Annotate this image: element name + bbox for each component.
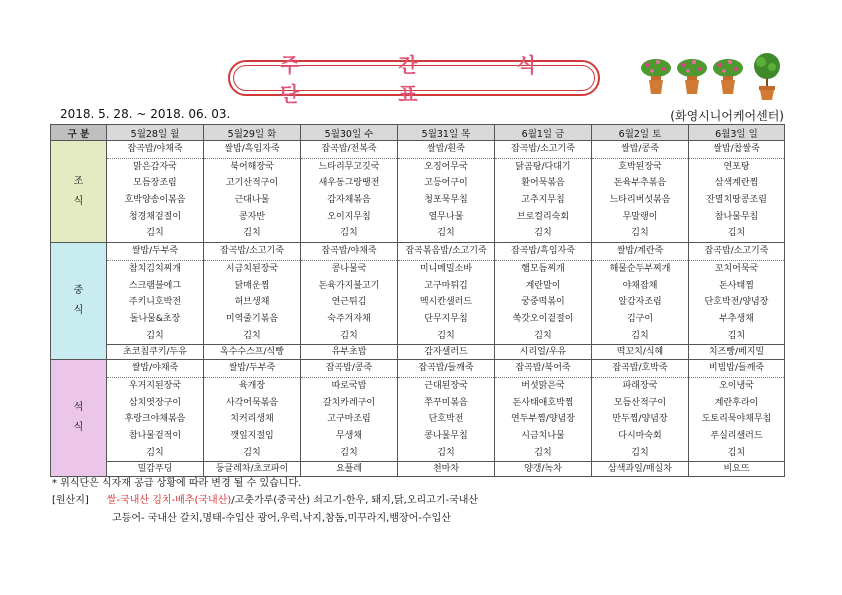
menu-item: 호박양송이볶음: [124, 195, 186, 206]
menu-item: 푸실리샐러드: [710, 431, 763, 441]
menu-item: 닭곰탕/다대기: [515, 161, 571, 172]
menu-item: 단호박전: [428, 414, 464, 425]
day-menu-cell: [107, 243, 204, 345]
meal-category-label: 식: [73, 422, 84, 434]
menu-item: 김치: [727, 228, 746, 239]
origin-label: [원산지]: [52, 495, 89, 506]
day-menu-cell: [398, 141, 495, 243]
snack-cell: 떡꼬치/식혜: [592, 345, 689, 360]
menu-main-dish: 잡곡밥/소고기죽: [495, 141, 591, 159]
menu-item: 닭매운찜: [234, 280, 270, 291]
menu-item: 햄모듬찌개: [521, 263, 565, 274]
meal-category-label: 석: [73, 402, 84, 414]
origin-line-2: [112, 509, 451, 524]
menu-item: 느타리무고깃국: [318, 161, 380, 172]
menu-item: 해물순두부찌개: [609, 263, 671, 274]
tree-plant-icon: [754, 53, 780, 100]
menu-item: 삼색계란찜: [714, 178, 759, 189]
menu-item: 김치: [437, 330, 455, 341]
menu-item: 깻잎지절임: [230, 431, 274, 441]
menu-change-note: * 위식단은 식자재 공급 상황에 따라 변경 될 수 있습니다.: [52, 478, 302, 489]
menu-item: 우거지된장국: [128, 380, 182, 391]
menu-item: 돈육부추볶음: [613, 178, 667, 189]
menu-item: 허브생채: [234, 297, 270, 308]
header-day: 6월2일 토: [592, 125, 689, 141]
menu-item: 참치김치찌개: [128, 263, 182, 274]
meal-category-label: 식: [73, 195, 84, 207]
menu-item: 주키니호박전: [128, 297, 182, 308]
meal-category-label: 조: [73, 175, 84, 187]
menu-item: 맑은감자국: [133, 161, 177, 172]
menu-main-dish: 쌀밥/흰죽: [398, 141, 494, 159]
menu-item: 파래장국: [622, 380, 658, 391]
menu-item: 단무지무침: [424, 313, 468, 324]
menu-item: 모듬산적구이: [613, 397, 667, 408]
menu-item: 쑥갓오이겉절이: [512, 313, 574, 324]
day-menu-cell: [107, 360, 204, 462]
menu-item: 치커리생채: [230, 414, 274, 425]
menu-item: 김치: [146, 447, 164, 458]
meal-category: [51, 360, 107, 477]
day-menu-cell: [398, 360, 495, 462]
menu-item: 김치: [340, 228, 358, 239]
header-day: 5월31일 목: [398, 125, 495, 141]
menu-item: 북어해장국: [230, 161, 274, 172]
meal-row: [51, 243, 785, 345]
menu-item: 고구마조림: [327, 414, 371, 425]
menu-item: 김치: [534, 228, 552, 239]
menu-item: 미니메밀소바: [419, 263, 473, 274]
menu-item: 고구마튀김: [424, 280, 468, 291]
menu-item: 알감자조림: [618, 297, 662, 308]
menu-item: 참나물겉적이: [128, 431, 182, 441]
snack-row: [51, 345, 785, 360]
meal-category: [51, 141, 107, 243]
day-menu-cell: [495, 141, 592, 243]
snack-cell: 양갱/녹차: [495, 462, 592, 477]
menu-item: 고기산적구이: [225, 178, 279, 189]
header-day: 5월29일 화: [204, 125, 301, 141]
menu-main-dish: 잡곡밥/소고기죽: [689, 243, 784, 261]
menu-item: 무생채: [335, 431, 363, 441]
weekly-menu-table: [50, 124, 785, 477]
snack-cell: 비요뜨: [689, 462, 785, 477]
header-day: 5월28일 월: [107, 125, 204, 141]
date-range: 2018. 5. 28. ~ 2018. 06. 03.: [60, 107, 231, 121]
menu-main-dish: 잡곡밥/흑임자죽: [495, 243, 591, 261]
day-menu-cell: [689, 141, 785, 243]
day-menu-cell: [592, 360, 689, 462]
menu-main-dish: 비빔밥/들깨죽: [689, 360, 784, 378]
menu-item: 청포묵무침: [424, 195, 468, 206]
meal-row: [51, 141, 785, 243]
menu-item: 김치: [146, 330, 164, 341]
menu-main-dish: 쌀밥/두부죽: [107, 243, 203, 261]
menu-main-dish: 잡곡밥/북어죽: [495, 360, 591, 378]
menu-main-dish: 잡곡밥/전복죽: [301, 141, 397, 159]
plant-icon: [713, 59, 743, 94]
menu-item: 고등어구이: [424, 178, 468, 189]
title-frame: [228, 53, 600, 106]
menu-item: 궁중떡볶이: [521, 297, 565, 308]
origin-line-1: [52, 491, 478, 506]
menu-item: 김치: [243, 228, 261, 239]
header-category: 구 분: [51, 125, 107, 141]
menu-item: 잔멸치땅콩조림: [706, 195, 767, 206]
menu-main-dish: 잡곡밥/야채죽: [301, 243, 397, 261]
menu-item: 김치: [437, 447, 455, 458]
day-menu-cell: [107, 141, 204, 243]
menu-item: 도토리묵야채무침: [701, 414, 772, 425]
day-menu-cell: [204, 141, 301, 243]
menu-item: 김치: [534, 447, 552, 458]
day-menu-cell: [398, 243, 495, 345]
snack-cell: 감자샐러드: [398, 345, 495, 360]
menu-item: 오이냉국: [719, 380, 754, 391]
header-day: 5월30일 수: [301, 125, 398, 141]
snack-cell: 요플레: [301, 462, 398, 477]
menu-item: 쭈꾸미볶음: [424, 397, 468, 408]
snack-cell: 치즈빵/베지밀: [689, 345, 785, 360]
menu-item: 돈사태애호박찜: [512, 397, 574, 408]
menu-item: 돌나물&초장: [129, 313, 181, 324]
menu-main-dish: 쌀밥/두부죽: [204, 360, 300, 378]
menu-main-dish: 쌀밥/계란죽: [592, 243, 688, 261]
meal-category: [51, 243, 107, 360]
origin-rice-kimchi: 쌀-국내산 김치-배추(국내산): [106, 495, 232, 506]
day-menu-cell: [301, 243, 398, 345]
menu-main-dish: 잡곡밥/소고기죽: [204, 243, 300, 261]
menu-item: 갈치카레구이: [322, 397, 376, 408]
menu-item: 오징어무국: [424, 161, 468, 172]
snack-cell: 밀감푸딩: [107, 462, 204, 477]
menu-item: 콩나물무침: [424, 431, 468, 441]
day-menu-cell: [689, 360, 785, 462]
day-menu-cell: [592, 243, 689, 345]
menu-item: 브로컬리숙회: [516, 211, 570, 222]
menu-item: 부추생채: [719, 313, 754, 324]
header-day: 6월1일 금: [495, 125, 592, 141]
menu-item: 근대된장국: [424, 380, 468, 391]
menu-item: 김치: [243, 330, 261, 341]
menu-item: 김치: [727, 447, 746, 458]
menu-item: 김치: [727, 330, 746, 341]
snack-cell: 옥수수스프/식빵: [204, 345, 301, 360]
day-menu-cell: [204, 243, 301, 345]
plant-icon: [677, 59, 707, 94]
menu-item: 김치: [340, 330, 358, 341]
menu-item: 따로국밥: [331, 380, 367, 391]
snack-cell: 시리얼/우유: [495, 345, 592, 360]
menu-item: 숙주겨자채: [327, 313, 371, 324]
menu-item: 꼬치어묵국: [714, 263, 759, 274]
menu-item: 계란말이: [525, 280, 561, 291]
menu-item: 계란후라이: [714, 397, 759, 408]
plant-icon: [641, 59, 671, 94]
menu-item: 김구이: [626, 313, 654, 324]
menu-main-dish: 쌀밥/찹쌀죽: [689, 141, 784, 159]
menu-item: 연근튀김: [331, 297, 367, 308]
menu-item: 사각어묵볶음: [225, 397, 279, 408]
menu-item: 김치: [437, 228, 455, 239]
menu-item: 호박된장국: [618, 161, 662, 172]
menu-item: 김치: [243, 447, 261, 458]
menu-item: 돈육가지불고기: [318, 280, 380, 291]
center-name: (화영시니어케어센터): [670, 109, 784, 123]
header-day: 6월3일 일: [689, 125, 785, 141]
menu-item: 김치: [340, 447, 358, 458]
origin-fish: 고등어- 국내산 갈치,명태-수입산 광어,우럭,낙지,참돔,미꾸라지,뱀장어-수입산: [112, 513, 451, 524]
menu-item: 청경채겉절이: [128, 211, 182, 222]
menu-main-dish: 잡곡볶음밥/소고기죽: [398, 243, 494, 261]
menu-item: 고추지무침: [521, 195, 565, 206]
menu-item: 새우동그랑땡전: [318, 178, 380, 189]
menu-item: 김치: [631, 228, 649, 239]
menu-item: 연포탕: [723, 161, 750, 172]
menu-item: 김치: [146, 228, 164, 239]
menu-item: 콩나물국: [331, 263, 367, 274]
snack-cell: 유부초밥: [301, 345, 398, 360]
menu-item: 참나물무침: [714, 211, 759, 222]
table-header-row: [51, 125, 785, 141]
day-menu-cell: [301, 141, 398, 243]
menu-item: 단호박전/양념장: [704, 297, 769, 308]
potted-plants-icon: [640, 52, 786, 100]
day-menu-cell: [301, 360, 398, 462]
menu-item: 돈사태찜: [719, 280, 754, 291]
menu-item: 스크램블에그: [128, 280, 182, 291]
snack-cell: 삼색과일/매실차: [592, 462, 689, 477]
menu-item: 멕시칸샐러드: [419, 297, 473, 308]
menu-item: 다시마숙회: [618, 431, 662, 441]
menu-item: 콩자반: [238, 211, 266, 222]
day-menu-cell: [592, 141, 689, 243]
day-menu-cell: [204, 360, 301, 462]
meal-category-label: 식: [73, 305, 84, 317]
menu-item: 시금치나물: [521, 431, 565, 441]
meal-category-label: 중: [73, 285, 84, 297]
menu-main-dish: 잡곡밥/호박죽: [592, 360, 688, 378]
menu-item: 김치: [631, 447, 649, 458]
menu-item: 모듬장조림: [133, 178, 177, 189]
menu-item: 오이지무침: [327, 211, 371, 222]
menu-item: 육개장: [238, 380, 266, 391]
menu-item: 근대나물: [234, 195, 270, 206]
snack-cell: 초코칩쿠키/두유: [107, 345, 204, 360]
menu-item: 만두찜/양념장: [612, 414, 668, 425]
menu-item: 환어묵볶음: [521, 178, 565, 189]
day-menu-cell: [495, 243, 592, 345]
day-menu-cell: [495, 360, 592, 462]
menu-main-dish: 쌀밥/야채죽: [107, 360, 203, 378]
title-frame-inner: [233, 53, 595, 106]
menu-item: 감자채볶음: [327, 195, 371, 206]
menu-item: 미역줄기볶음: [225, 313, 279, 324]
menu-item: 버섯맑은국: [521, 380, 565, 391]
snack-cell: 둥글레차/초코파이: [204, 462, 301, 477]
menu-main-dish: 쌀밥/흑임자죽: [204, 141, 300, 159]
page-title: 주 간 식 단 표: [280, 53, 582, 106]
menu-main-dish: 잡곡밥/야채죽: [107, 141, 203, 159]
snack-cell: 천마차: [398, 462, 495, 477]
menu-item: 야채잡채: [622, 280, 658, 291]
menu-item: 느타리버섯볶음: [609, 195, 671, 206]
menu-main-dish: 쌀밥/콩죽: [592, 141, 688, 159]
origin-meats: /고춧가루(중국산) 쇠고기-한우, 돼지,닭,오리고기-국내산: [231, 495, 479, 506]
menu-item: 연두부찜/양념장: [511, 414, 575, 425]
menu-item: 김치: [534, 330, 552, 341]
menu-item: 후랑크야채볶음: [124, 414, 186, 425]
menu-item: 열무나물: [428, 211, 464, 222]
menu-item: 삼치엿장구이: [128, 397, 182, 408]
day-menu-cell: [689, 243, 785, 345]
menu-main-dish: 잡곡밥/콩죽: [301, 360, 397, 378]
meal-row: [51, 360, 785, 462]
menu-item: 무말랭이: [622, 211, 658, 222]
menu-item: 김치: [631, 330, 649, 341]
menu-main-dish: 잡곡밥/들깨죽: [398, 360, 494, 378]
menu-item: 시금치된장국: [225, 263, 279, 274]
